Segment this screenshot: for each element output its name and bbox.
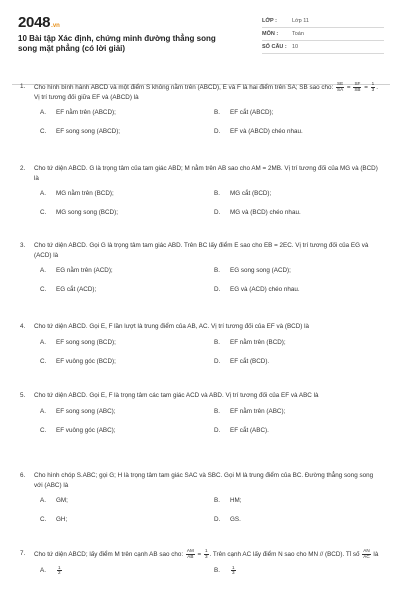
option-label: C. — [40, 426, 47, 434]
option-text: MG và (BCD) chéo nhau. — [230, 209, 301, 217]
denominator: 3 — [232, 570, 235, 576]
option-text: EF song song (BCD); — [56, 338, 116, 346]
answer-option-b[interactable] — [214, 407, 388, 416]
option-label: D. — [214, 357, 221, 365]
numerator: 1 — [58, 564, 61, 570]
question-4 — [18, 322, 382, 366]
answer-option-a[interactable] — [40, 266, 214, 275]
question-text-part: . Trên cạnh AC lấy điểm N sao cho MN // (BCD). Tỉ số — [209, 550, 360, 558]
header-left — [18, 14, 233, 76]
fraction — [57, 566, 62, 577]
question-text: Cho tứ diện ABCD. Gọi E, F là trọng tâm các tam giác ACD và ABD. Vị trí tương đối của EF và ABC là — [34, 392, 319, 399]
equals-sign: = — [197, 550, 202, 558]
denominator: 3 — [371, 86, 375, 92]
option-label: A. — [40, 566, 46, 574]
denominator: 2 — [58, 570, 61, 576]
answer-option-d[interactable] — [214, 127, 388, 136]
denominator: AB — [187, 553, 194, 559]
answer-options — [40, 108, 382, 136]
option-text: EG song song (ACD); — [230, 267, 291, 275]
option-text: MG song song (BCD); — [56, 209, 118, 217]
question-number: 3. — [20, 242, 26, 249]
option-text: EF nằm trên (ABC); — [230, 407, 286, 415]
option-label: A. — [40, 267, 46, 275]
answer-option-d[interactable] — [214, 426, 388, 435]
option-label: C. — [40, 516, 47, 524]
numerator: 1 — [204, 548, 208, 553]
question-text-part: là — [373, 550, 379, 558]
question-text-part: . Vị trí tương đối giữa EF và (ABCD) là — [34, 83, 378, 101]
answer-option-c[interactable] — [40, 426, 214, 435]
answer-options — [40, 266, 382, 294]
answer-option-a[interactable] — [40, 338, 214, 347]
option-label: D. — [214, 209, 221, 217]
answer-option-a[interactable] — [40, 189, 214, 198]
option-label: B. — [214, 190, 220, 198]
equals-sign: = — [346, 83, 351, 91]
answer-option-c[interactable] — [40, 515, 214, 524]
option-label: C. — [40, 286, 47, 294]
option-text: EF song song (ABC); — [56, 407, 116, 415]
question-text — [34, 549, 382, 560]
option-label: B. — [214, 338, 220, 346]
question-3 — [18, 241, 382, 294]
question-number: 6. — [20, 472, 26, 479]
meta-value: 10 — [292, 44, 299, 50]
meta-value: Toán — [292, 31, 304, 37]
answer-option-d[interactable] — [214, 285, 388, 294]
answer-option-b[interactable] — [214, 566, 388, 577]
answer-option-d[interactable] — [214, 515, 388, 524]
option-label: B. — [214, 497, 220, 505]
meta-label: LỚP : — [262, 18, 277, 24]
question-number: 4. — [20, 323, 26, 330]
option-text: EF và (ABCD) chéo nhau. — [230, 128, 303, 136]
numerator: SF — [354, 81, 361, 86]
fraction — [353, 82, 361, 93]
question-2 — [18, 164, 382, 217]
logo-text: 2048 — [18, 14, 51, 31]
numerator: SE — [337, 81, 344, 86]
fraction — [336, 82, 344, 93]
answer-option-d[interactable] — [214, 208, 388, 217]
question-text — [34, 82, 382, 102]
option-label: B. — [214, 407, 220, 415]
answer-options — [40, 407, 382, 435]
option-text: EG cắt (ACD); — [56, 286, 97, 294]
option-label: C. — [40, 357, 47, 365]
meta-row-grade — [262, 15, 384, 28]
option-label: B. — [214, 109, 220, 117]
option-text: HM; — [230, 497, 242, 505]
question-number: 2. — [20, 165, 26, 172]
answer-option-a[interactable] — [40, 496, 214, 505]
answer-option-d[interactable] — [214, 357, 388, 366]
answer-options — [40, 566, 382, 577]
fraction — [371, 82, 376, 93]
option-text: GM; — [56, 497, 68, 505]
question-6 — [18, 471, 382, 524]
numerator: 1 — [232, 564, 235, 570]
answer-option-b[interactable] — [214, 266, 388, 275]
answer-option-c[interactable] — [40, 357, 214, 366]
denominator: SB — [354, 86, 361, 92]
answer-option-b[interactable] — [214, 108, 388, 117]
question-7 — [18, 549, 382, 576]
option-label: A. — [40, 497, 46, 505]
fraction — [231, 566, 236, 577]
option-label: C. — [40, 128, 47, 136]
answer-option-b[interactable] — [214, 338, 388, 347]
answer-options — [40, 496, 382, 524]
answer-option-a[interactable] — [40, 566, 214, 577]
document-title: 10 Bài tập Xác định, chứng minh đường thẳng song song mặt phẳng (có lời giải) — [18, 34, 216, 53]
option-text: EF cắt (ABCD); — [230, 109, 274, 117]
document-header — [18, 14, 384, 76]
question-text: Cho hình chóp S.ABC; gọi G; H là trọng tâm tam giác SAC và SBC. Gọi M là trung điểm của BC. Đường thẳng song song với (ABC) là — [34, 472, 374, 489]
option-text: GS. — [230, 516, 241, 524]
option-text: EF song song (ABCD); — [56, 128, 121, 136]
numerator: AN — [363, 548, 370, 553]
meta-label: SỐ CÂU : — [262, 44, 287, 50]
option-text: GH; — [56, 516, 68, 524]
denominator: SA — [337, 86, 344, 92]
option-label: A. — [40, 338, 46, 346]
meta-row-count — [262, 41, 384, 54]
answer-option-a[interactable] — [40, 108, 214, 117]
fraction — [362, 549, 370, 560]
option-text: MG nằm trên (BCD); — [56, 190, 114, 198]
answer-option-c[interactable] — [40, 208, 214, 217]
meta-table — [262, 15, 384, 76]
answer-options — [40, 338, 382, 366]
answer-option-a[interactable] — [40, 407, 214, 416]
option-text: EG nằm trên (ACD); — [56, 267, 113, 275]
question-text: Cho tứ diện ABCD. G là trọng tâm của tam giác ABD; M nằm trên AB sao cho AM = 2MB. Vị trí tương đối của MG và (BCD) là — [34, 165, 378, 182]
logo-suffix: .vn — [51, 23, 60, 29]
denominator: 3 — [204, 553, 208, 559]
option-label: A. — [40, 190, 46, 198]
option-label: A. — [40, 109, 46, 117]
option-label: D. — [214, 286, 221, 294]
equals-sign: = — [364, 83, 368, 91]
option-text: MG cắt (BCD); — [230, 190, 272, 198]
option-label: B. — [214, 566, 220, 574]
numerator: AM — [186, 548, 194, 553]
option-label: B. — [214, 267, 220, 275]
question-text: Cho tứ diện ABCD. Gọi E, F lần lượt là trung điểm của AB, AC. Vị trí tương đối của EF và (BCD) là — [34, 323, 309, 330]
option-text: EF cắt (ABC). — [230, 426, 269, 434]
answer-option-c[interactable] — [40, 127, 214, 136]
option-text: EF nằm trên (ABCD); — [56, 109, 116, 117]
question-text: Cho tứ diện ABCD. Gọi G là trọng tâm tam giác ABD. Trên BC lấy điểm E sao cho EB = 2EC. Vị trí tương đối của EG và (ACD) là — [34, 242, 369, 259]
meta-value: Lớp 11 — [292, 18, 309, 24]
numerator: 1 — [371, 81, 375, 86]
option-label: D. — [214, 516, 221, 524]
meta-row-subject — [262, 28, 384, 41]
question-1 — [18, 82, 382, 136]
option-label: C. — [40, 209, 47, 217]
question-text-part: Cho tứ diện ABCD; lấy điểm M trên cạnh AB sao cho: — [34, 550, 184, 558]
answer-option-b[interactable] — [214, 496, 388, 505]
option-label: D. — [214, 426, 221, 434]
answer-options — [40, 189, 382, 217]
meta-label: MÔN : — [262, 31, 279, 37]
answer-option-b[interactable] — [214, 189, 388, 198]
option-label: D. — [214, 128, 221, 136]
question-text-part: Cho hình bình hành ABCD và một điểm S không nằm trên (ABCD), E và F là hai điểm trên SA; SB sao cho: — [34, 83, 334, 91]
fraction — [204, 549, 209, 560]
question-number: 7. — [20, 550, 26, 557]
denominator: AC — [363, 553, 370, 559]
option-text: EF nằm trên (BCD); — [230, 338, 286, 346]
option-text: EF cắt (BCD). — [230, 357, 270, 365]
fraction — [186, 549, 195, 560]
option-text: EG và (ACD) chéo nhau. — [230, 286, 300, 294]
question-number: 5. — [20, 392, 26, 399]
option-label: A. — [40, 407, 46, 415]
option-text: EF vuông góc (ABC); — [56, 426, 116, 434]
question-number: 1. — [20, 83, 26, 90]
site-logo[interactable] — [18, 14, 233, 31]
question-5 — [18, 391, 382, 435]
answer-option-c[interactable] — [40, 285, 214, 294]
option-text: EF vuông góc (BCD); — [56, 357, 116, 365]
